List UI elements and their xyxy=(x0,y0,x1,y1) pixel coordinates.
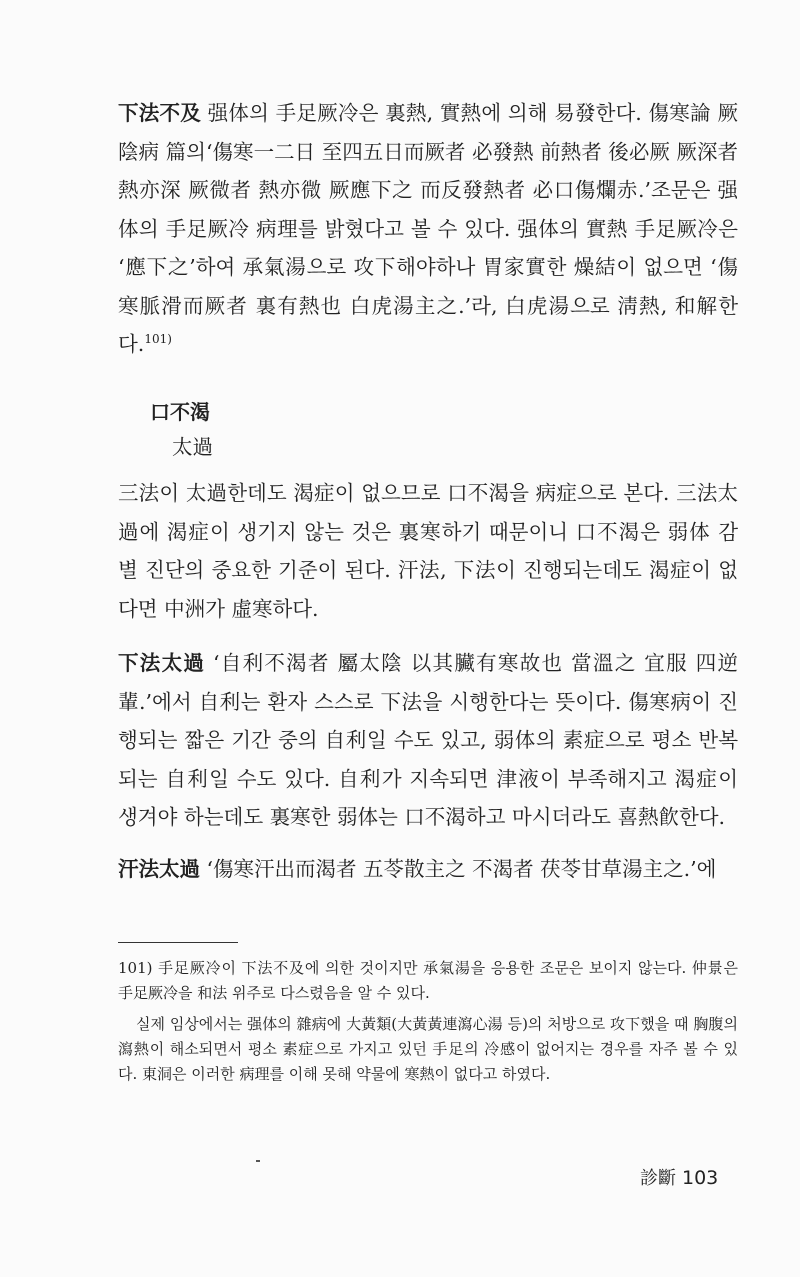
subsection-title: 太過 xyxy=(172,435,213,459)
paragraph-lower-method-deficiency xyxy=(118,94,738,364)
paragraph-text: ‘傷寒汗出而渴者 五苓散主之 不渴者 茯苓甘草湯主之.’에 xyxy=(200,857,717,881)
paragraph-lower-method-excess xyxy=(118,644,738,837)
term-heading: 下法不及 xyxy=(118,101,201,125)
term-heading: 下法太過 xyxy=(118,651,206,675)
footnote-continuation xyxy=(118,1012,738,1087)
running-section: 診斷 xyxy=(640,1168,676,1189)
paragraph-sweat-method-excess xyxy=(118,850,738,889)
section-title: 口不渴 xyxy=(150,400,210,424)
paragraph-text: ‘自利不渴者 屬太陰 以其臟有寒故也 當溫之 宜服 四逆輩.’에서 自利는 환자 스스로 下法을 시행한다는 뜻이다. 傷寒病이 진행되는 짧은 기간 중의 自利일 수도 있고, 弱体의 素症으로 평소 반복되는 自利일 수도 있다. 自利가 지속되면 津液이 부족해지고 渴症이 생겨야 하는데도 裏寒한 弱体는 口不渴하고 마시더라도 喜熱飮한다. xyxy=(118,651,738,829)
paragraph-text: 强体의 手足厥冷은 裏熱, 實熱에 의해 易發한다. 傷寒論 厥陰病 篇의‘傷寒一二日 至四五日而厥者 必發熱 前熱者 後必厥 厥深者 熱亦深 厥微者 熱亦微 厥應下之 而反發熱者 必口傷爛赤.’조문은 强体의 手足厥冷 病理를 밝혔다고 볼 수 있다. 强体의 實熱 手足厥冷은 ‘應下之’하여 承氣湯으로 攻下해야하나 胃家實한 燥結이 없으면 ‘傷寒脈滑而厥者 裏有熱也 白虎湯主之.’라, 白虎湯으로 淸熱, 和解한다. xyxy=(118,101,738,356)
print-speck xyxy=(256,1160,260,1162)
footnote-ref: 101) xyxy=(144,332,172,347)
term-heading: 汗法太過 xyxy=(118,857,200,881)
footnote-text: 실제 임상에서는 强体의 雜病에 大黃類(大黃黃連瀉心湯 등)의 처방으로 攻下했을 때 胸腹의 瀉熱이 해소되면서 평소 素症으로 가지고 있던 手足의 冷感이 없어지는 경우를 자주 볼 수 있다. 東洞은 이러한 病理를 이해 못해 약물에 寒熱이 없다고 하였다. xyxy=(118,1015,738,1083)
page-footer xyxy=(640,1164,718,1190)
footnote-text: 101) 手足厥冷이 下法不及에 의한 것이지만 承氣湯을 응용한 조문은 보이지 않는다. 仲景은 手足厥冷을 和法 위주로 다스렸음을 알 수 있다. xyxy=(118,959,738,1002)
footnote-101 xyxy=(118,956,738,1006)
page-number: 103 xyxy=(682,1167,719,1189)
paragraph-text: 三法이 太過한데도 渴症이 없으므로 口不渴을 病症으로 본다. 三法太過에 渴症이 생기지 않는 것은 裏寒하기 때문이니 口不渴은 弱体 감별 진단의 중요한 기준이 된다. 汗法, 下法이 진행되는데도 渴症이 없다면 中洲가 虛寒하다. xyxy=(118,481,738,621)
footnote-divider xyxy=(118,942,238,943)
paragraph-no-thirst-intro xyxy=(118,474,738,628)
